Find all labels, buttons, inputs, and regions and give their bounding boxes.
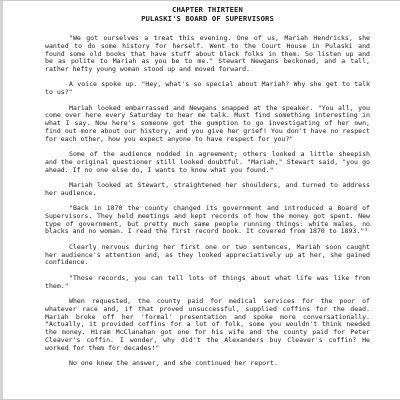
paragraph: "Back in 1870 the county changed its government and introduced a Board of Supervisors. They held meetings and kept records of how the money got spent. New type of government, but pretty much same people running things: white males, no blacks and no woman. I read the first record book. It covered from 1870 to 1893."¹ (45, 204, 370, 236)
paragraph: "Those records, you can tell lots of things about what life was like from them." (45, 273, 370, 290)
paragraph: Mariah looked embarrassed and Newgans snapped at the speaker. "You all, you come over here every Saturday to hear me talk. Must find something interesting in what I say. Now here's someone got the gumption to go investigating of her own, find out more about our history, and you give her grief! You don't have no respect for each other, how you expect anyone to have respect for you?" (45, 103, 370, 143)
paragraph: When requested, the county paid for medical services for the poor of whatever race and, if that proved unsuccessful, supplied coffins for the dead. Mariah broke off her 'formal' presentation and spoke more conversationally. "Actually, it provided coffins for a lot of folk, some you wouldn't think needed the money. Hiram McClanahan got one for his wife and the county paid for Peter Cleaver's coffin. I wonder, why did't the Alexanders buy Cleaver's coffin? He worked for them for decades!" (45, 297, 370, 352)
chapter-title: PULASKI'S BOARD OF SUPERVISORS (141, 14, 274, 23)
paragraph: "We got ourselves a treat this evening. One of us, Mariah Hendricks, she wanted to do some history for herself. Went to the Court House in Pulaski and found some old books that have stuff about black folks in them. So listen up and be as polite to Mariah as you be to me." Stewart Newgans beckoned, and a tall, rather hefty young woman stood up and moved forward. (45, 34, 370, 73)
chapter-heading: CHAPTER THIRTEEN (172, 5, 243, 14)
paragraph: No one knew the answer, and she continued her report. (69, 358, 278, 367)
page-edge-shadow (0, 1, 3, 399)
paragraph: Some of the audience nodded in agreement; others looked a little sheepish and the original questioner still looked doubtful. "Mariah," Stewart said, "you go ahead. If no one else do, I wants to know what you found." (45, 150, 370, 174)
document-body (45, 5, 370, 375)
paragraph: Mariah looked at Stewart, straightened her shoulders, and turned to address her audience. (45, 181, 370, 197)
paragraph: Clearly nervous during her first one or two sentences, Mariah soon caught her audience's attention and, as they looked appreciatively up at her, she gained confidence. (45, 242, 370, 267)
paragraph: A voice spoke up. "Hey, what's so special about Mariah? Why she get to talk to us?" (45, 80, 370, 97)
